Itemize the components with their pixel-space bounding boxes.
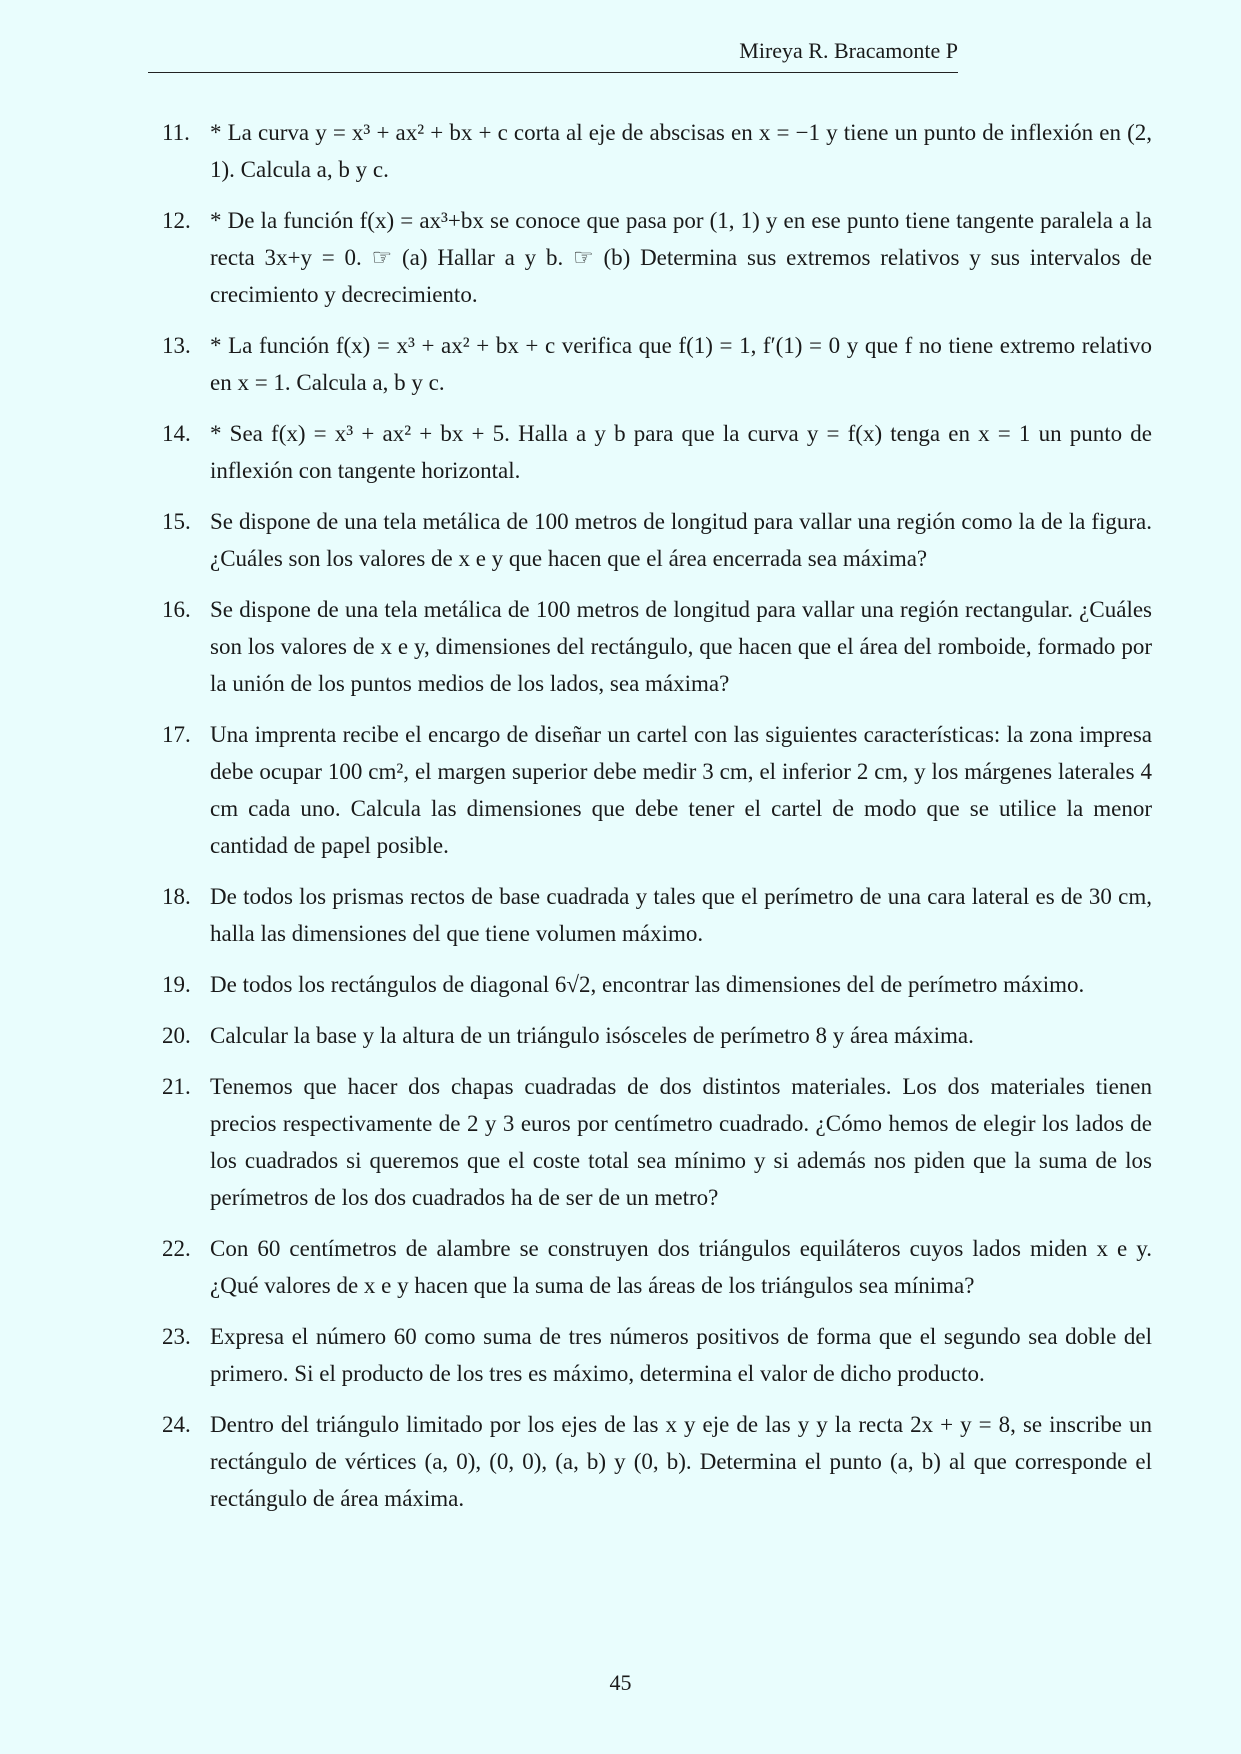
problem-number: 18.	[162, 884, 191, 909]
problem-item	[148, 1406, 1152, 1517]
problem-number: 12.	[162, 208, 191, 233]
problem-text: * La curva y = x³ + ax² + bx + c corta al eje de abscisas en x = −1 y tiene un punto de inflexión en (2, 1). Calcula a, b y c.	[210, 120, 1152, 182]
problem-item	[148, 878, 1152, 952]
problem-number: 16.	[162, 597, 191, 622]
problem-list	[148, 114, 1152, 1531]
problem-text: Se dispone de una tela metálica de 100 metros de longitud para vallar una región rectangular. ¿Cuáles son los valores de x e y, dimensiones del rectángulo, que hacen que el área del romboide, formado por la unión de los puntos medios de los lados, sea máxima?	[210, 597, 1152, 696]
problem-text: De todos los prismas rectos de base cuadrada y tales que el perímetro de una cara lateral es de 30 cm, halla las dimensiones del que tiene volumen máximo.	[210, 884, 1152, 946]
problem-item	[148, 1318, 1152, 1392]
problem-text: * La función f(x) = x³ + ax² + bx + c verifica que f(1) = 1, f′(1) = 0 y que f no tiene extremo relativo en x = 1. Calcula a, b y c.	[210, 333, 1152, 395]
problem-text: De todos los rectángulos de diagonal 6√2, encontrar las dimensiones del de perímetro máximo.	[210, 972, 1085, 997]
problem-item	[148, 202, 1152, 313]
problem-item	[148, 1068, 1152, 1216]
problem-text: * De la función f(x) = ax³+bx se conoce que pasa por (1, 1) y en ese punto tiene tangente paralela a la recta 3x+y = 0. ☞ (a) Hallar a y b. ☞ (b) Determina sus extremos relativos y sus intervalos de crecimiento y decrecimiento.	[210, 208, 1152, 307]
problem-item	[148, 114, 1152, 188]
problem-item	[148, 503, 1152, 577]
problem-number: 22.	[162, 1236, 191, 1261]
problem-item	[148, 1230, 1152, 1304]
problem-item	[148, 415, 1152, 489]
problem-text: * Sea f(x) = x³ + ax² + bx + 5. Halla a y b para que la curva y = f(x) tenga en x = 1 un punto de inflexión con tangente horizontal.	[210, 421, 1152, 483]
problem-number: 20.	[162, 1023, 191, 1048]
problem-text: Tenemos que hacer dos chapas cuadradas de dos distintos materiales. Los dos materiales tienen precios respectivamente de 2 y 3 euros por centímetro cuadrado. ¿Cómo hemos de elegir los lados de los cuadrados si queremos que el coste total sea mínimo y si además nos piden que la suma de los perímetros de los dos cuadrados ha de ser de un metro?	[210, 1074, 1152, 1210]
problem-item	[148, 966, 1152, 1003]
problem-item	[148, 327, 1152, 401]
problem-item	[148, 1017, 1152, 1054]
problem-number: 13.	[162, 333, 191, 358]
problem-text: Calcular la base y la altura de un triángulo isósceles de perímetro 8 y área máxima.	[210, 1023, 974, 1048]
problem-item	[148, 591, 1152, 702]
problem-text: Con 60 centímetros de alambre se construyen dos triángulos equiláteros cuyos lados miden x e y. ¿Qué valores de x e y hacen que la suma de las áreas de los triángulos sea mínima?	[210, 1236, 1152, 1298]
problem-number: 11.	[162, 120, 190, 145]
problem-number: 14.	[162, 421, 191, 446]
problem-text: Expresa el número 60 como suma de tres números positivos de forma que el segundo sea doble del primero. Si el producto de los tres es máximo, determina el valor de dicho producto.	[210, 1324, 1152, 1386]
problem-text: Una imprenta recibe el encargo de diseñar un cartel con las siguientes características: la zona impresa debe ocupar 100 cm², el margen superior debe medir 3 cm, el inferior 2 cm, y los márgenes laterales 4 cm cada uno. Calcula las dimensiones que debe tener el cartel de modo que se utilice la menor cantidad de papel posible.	[210, 722, 1152, 858]
problem-number: 21.	[162, 1074, 191, 1099]
problem-number: 15.	[162, 509, 191, 534]
problem-number: 24.	[162, 1412, 191, 1437]
problem-text: Dentro del triángulo limitado por los ejes de las x y eje de las y y la recta 2x + y = 8, se inscribe un rectángulo de vértices (a, 0), (0, 0), (a, b) y (0, b). Determina el punto (a, b) al que corresponde el rectángulo de área máxima.	[210, 1412, 1152, 1511]
problem-text: Se dispone de una tela metálica de 100 metros de longitud para vallar una región como la de la figura. ¿Cuáles son los valores de x e y que hacen que el área encerrada sea máxima?	[210, 509, 1152, 571]
running-header: Mireya R. Bracamonte P	[148, 38, 958, 73]
page-number: 45	[609, 1670, 632, 1695]
problem-number: 17.	[162, 722, 191, 747]
problem-number: 23.	[162, 1324, 191, 1349]
problem-item	[148, 716, 1152, 864]
problem-number: 19.	[162, 972, 191, 997]
